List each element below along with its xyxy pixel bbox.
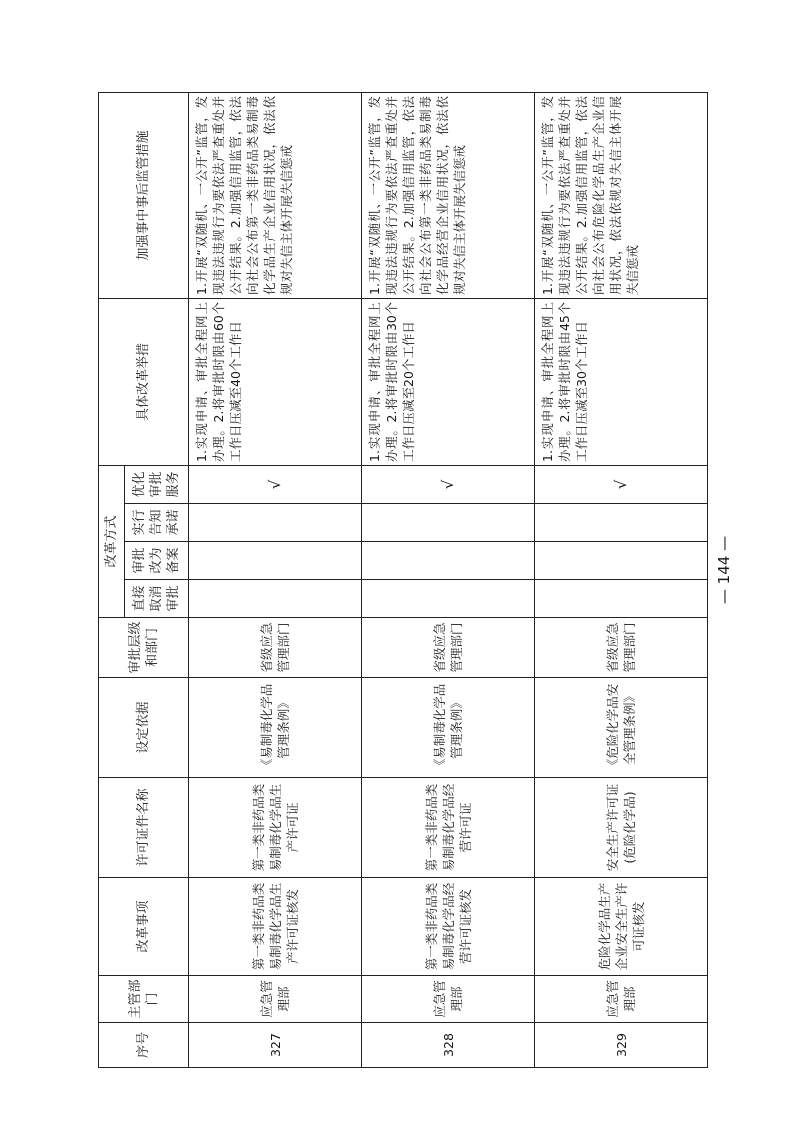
header-method-filing: 审批改为备案 [125, 542, 189, 580]
check-mark: √ [189, 465, 362, 503]
header-supervision: 加强事中事后监管措施 [99, 92, 189, 298]
rotated-page-content [98, 93, 708, 1068]
cell-dept: 应急管理部 [189, 976, 362, 1023]
cell-method-filing [362, 542, 535, 580]
cell-license: 第一类非药品类易制毒化学品经营许可证 [362, 778, 535, 878]
cell-method-cancel [362, 580, 535, 618]
header-method-optimize: 优化审批服务 [125, 465, 189, 503]
cell-item: 第一类非药品类易制毒化学品经营许可证核发 [362, 878, 535, 976]
cell-seq: 329 [535, 1023, 708, 1068]
page-number [712, 470, 736, 670]
cell-license: 第一类非药品类易制毒化学品生产许可证 [189, 778, 362, 878]
cell-method-cancel [535, 580, 708, 618]
cell-supervision: 1.开展“双随机、一公开”监管，发现违法违规行为要依法严查重处并公开结果。2.加强信用监管，依法向社会公布危险化学品生产企业信用状况，依法依规对失信主体开展失信惩戒 [535, 92, 708, 298]
cell-method-notify [362, 504, 535, 542]
header-level: 审批层级和部门 [99, 618, 189, 678]
cell-measures: 1.实现申请、审批全程网上办理。2.将审批时限由60个工作日压减至40个工作日 [189, 298, 362, 465]
cell-level: 省级应急管理部门 [535, 618, 708, 678]
cell-level: 省级应急管理部门 [362, 618, 535, 678]
header-basis: 设定依据 [99, 678, 189, 778]
check-mark: √ [362, 465, 535, 503]
header-license: 许可证件名称 [99, 778, 189, 878]
header-item: 改革事项 [99, 878, 189, 976]
cell-method-notify [535, 504, 708, 542]
header-methods: 改革方式 [99, 465, 125, 617]
cell-method-notify [189, 504, 362, 542]
cell-seq: 327 [189, 1023, 362, 1068]
header-method-cancel: 直接取消审批 [125, 580, 189, 618]
cell-license: 安全生产许可证(危险化学品) [535, 778, 708, 878]
cell-method-filing [189, 542, 362, 580]
table-row [362, 92, 535, 1067]
cell-measures: 1.实现申请、审批全程网上办理。2.将审批时限由45个工作日压减至30个工作日 [535, 298, 708, 465]
cell-level: 省级应急管理部门 [189, 618, 362, 678]
cell-basis: 《危险化学品安全管理条例》 [535, 678, 708, 778]
cell-method-cancel [189, 580, 362, 618]
cell-dept: 应急管理部 [535, 976, 708, 1023]
cell-supervision: 1.开展“双随机、一公开”监管，发现违法违规行为要依法严查重处并公开结果。2.加强信用监管，依法向社会公布第一类非药品类易制毒化学品经营企业信用状况，依法依规对失信主体开展失信惩戒 [362, 92, 535, 298]
reform-items-table [98, 92, 708, 1068]
header-measures: 具体改革举措 [99, 298, 189, 465]
cell-item: 危险化学品生产企业安全生产许可证核发 [535, 878, 708, 976]
cell-basis: 《易制毒化学品管理条例》 [189, 678, 362, 778]
table-row [535, 92, 708, 1067]
header-dept: 主管部门 [99, 976, 189, 1023]
cell-dept: 应急管理部 [362, 976, 535, 1023]
cell-seq: 328 [362, 1023, 535, 1068]
header-seq: 序号 [99, 1023, 189, 1068]
cell-method-filing [535, 542, 708, 580]
header-method-notify: 实行告知承诺 [125, 504, 189, 542]
cell-measures: 1.实现申请、审批全程网上办理。2.将审批时限由30个工作日压减至20个工作日 [362, 298, 535, 465]
check-mark: √ [535, 465, 708, 503]
table-row [189, 92, 362, 1067]
cell-basis: 《易制毒化学品管理条例》 [362, 678, 535, 778]
cell-item: 第一类非药品类易制毒化学品生产许可证核发 [189, 878, 362, 976]
cell-supervision: 1.开展“双随机、一公开”监管，发现违法违规行为要依法严查重处并公开结果。2.加强信用监管，依法向社会公布第一类非药品类易制毒化学品生产企业信用状况，依法依规对失信主体开展失信惩戒 [189, 92, 362, 298]
page-number-text: — 144 — [715, 535, 734, 605]
